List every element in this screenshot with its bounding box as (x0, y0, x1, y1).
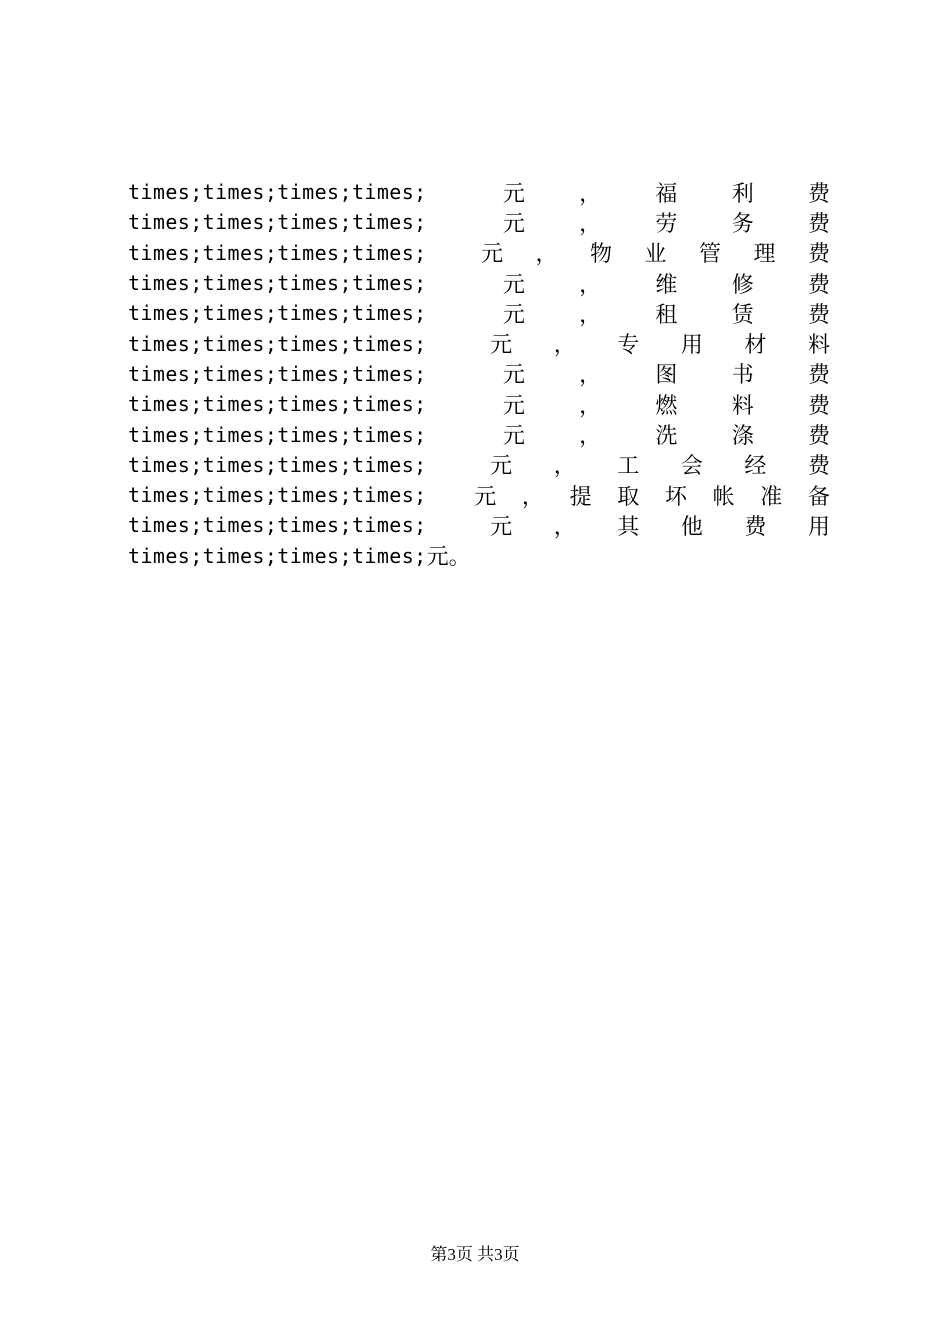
line-justified-text (427, 328, 830, 359)
text-line (128, 207, 830, 237)
line-char: ， (553, 514, 576, 540)
text-line (128, 268, 830, 298)
line-prefix: times;times;times;times; (128, 392, 427, 417)
line-char: 业 (644, 242, 667, 268)
line-char: 料 (731, 393, 754, 419)
line-char: ， (579, 424, 602, 450)
line-char: 费 (807, 454, 830, 480)
text-line (128, 359, 830, 389)
text-line (128, 389, 830, 419)
body-text (128, 177, 830, 571)
text-line (128, 177, 830, 207)
line-char: 洗 (655, 424, 678, 450)
line-char: 费 (807, 242, 830, 268)
line-char: 涤 (731, 424, 754, 450)
text-line (128, 419, 830, 449)
line-char: 材 (744, 333, 767, 359)
line-char: 元 (502, 181, 525, 207)
line-char: 用 (807, 514, 830, 540)
line-prefix: times;times;times;times; (128, 361, 427, 386)
text-line (128, 450, 830, 480)
line-char: ， (521, 484, 544, 510)
line-justified-text (427, 268, 830, 299)
line-char: 元 (502, 424, 525, 450)
line-char: ， (579, 272, 602, 298)
line-prefix: times;times;times;times; (128, 483, 427, 508)
line-justified-text (427, 389, 830, 420)
line-prefix: times;times;times;times; (128, 210, 427, 235)
line-char: 元 (502, 211, 525, 237)
line-char: 元 (490, 454, 513, 480)
line-prefix: times;times;times;times; (128, 180, 427, 205)
line-char: 元 (502, 393, 525, 419)
line-char: 元 (490, 514, 513, 540)
line-char: 帐 (712, 484, 735, 510)
line-char: ， (579, 181, 602, 207)
line-char: 元 (481, 242, 504, 268)
line-char: 燃 (655, 393, 678, 419)
text-line-last (128, 541, 830, 571)
line-justified-text (427, 237, 830, 268)
line-char: 费 (807, 181, 830, 207)
line-char: 维 (655, 272, 678, 298)
line-char: 赁 (731, 302, 754, 328)
line-prefix: times;times;times;times; (128, 240, 427, 265)
line-char: 租 (655, 302, 678, 328)
line-char: 物 (590, 242, 613, 268)
line-justified-text (427, 510, 830, 541)
text-line (128, 298, 830, 328)
line-char: 料 (807, 333, 830, 359)
line-char: 书 (731, 363, 754, 389)
line-char: 他 (680, 514, 703, 540)
line-char: 理 (753, 242, 776, 268)
line-char: 元 (502, 302, 525, 328)
line-char: 元 (490, 333, 513, 359)
line-char: 经 (744, 454, 767, 480)
line-char: 管 (699, 242, 722, 268)
line-char: 会 (680, 454, 703, 480)
line-char: 费 (807, 272, 830, 298)
line-char: ， (553, 333, 576, 359)
line-prefix: times;times;times;times; (128, 301, 427, 326)
line-char: 元 (502, 363, 525, 389)
page-footer: 第3页 共3页 (430, 1245, 520, 1264)
line-justified-text (427, 358, 830, 389)
line-char: 费 (807, 424, 830, 450)
line-char: 务 (731, 211, 754, 237)
line-char: 费 (807, 302, 830, 328)
line-prefix: times;times;times;times; (128, 422, 427, 447)
line-char: ， (553, 454, 576, 480)
line-char: 取 (617, 484, 640, 510)
line-char: ， (579, 363, 602, 389)
text-line (128, 328, 830, 358)
line-prefix: times;times;times;times; (128, 452, 427, 477)
line-char: 费 (744, 514, 767, 540)
line-justified-text (427, 419, 830, 450)
line-justified-text (427, 298, 830, 329)
line-tail: 元。 (426, 545, 471, 571)
line-prefix: times;times;times;times; (128, 271, 427, 296)
line-char: 用 (680, 333, 703, 359)
line-char: 修 (731, 272, 754, 298)
line-char: 专 (617, 333, 640, 359)
line-justified-text (427, 207, 830, 238)
line-char: 元 (502, 272, 525, 298)
line-char: ， (579, 211, 602, 237)
line-char: 准 (760, 484, 783, 510)
line-char: 备 (807, 484, 830, 510)
line-justified-text (427, 177, 830, 208)
line-char: 图 (655, 363, 678, 389)
line-justified-text (427, 449, 830, 480)
line-char: 坏 (664, 484, 687, 510)
line-prefix: times;times;times;times; (128, 513, 427, 538)
line-char: 费 (807, 363, 830, 389)
line-char: 工 (617, 454, 640, 480)
text-line (128, 238, 830, 268)
line-char: 福 (655, 181, 678, 207)
line-char: ， (579, 393, 602, 419)
line-char: 其 (617, 514, 640, 540)
line-char: ， (535, 242, 558, 268)
line-char: 利 (731, 181, 754, 207)
text-line (128, 510, 830, 540)
line-char: ， (579, 302, 602, 328)
line-char: 费 (807, 393, 830, 419)
text-line (128, 480, 830, 510)
line-char: 费 (807, 211, 830, 237)
line-char: 提 (569, 484, 592, 510)
line-justified-text (427, 480, 830, 511)
line-prefix: times;times;times;times; (128, 543, 427, 568)
line-prefix: times;times;times;times; (128, 331, 427, 356)
line-char: 劳 (655, 211, 678, 237)
line-char: 元 (474, 484, 497, 510)
